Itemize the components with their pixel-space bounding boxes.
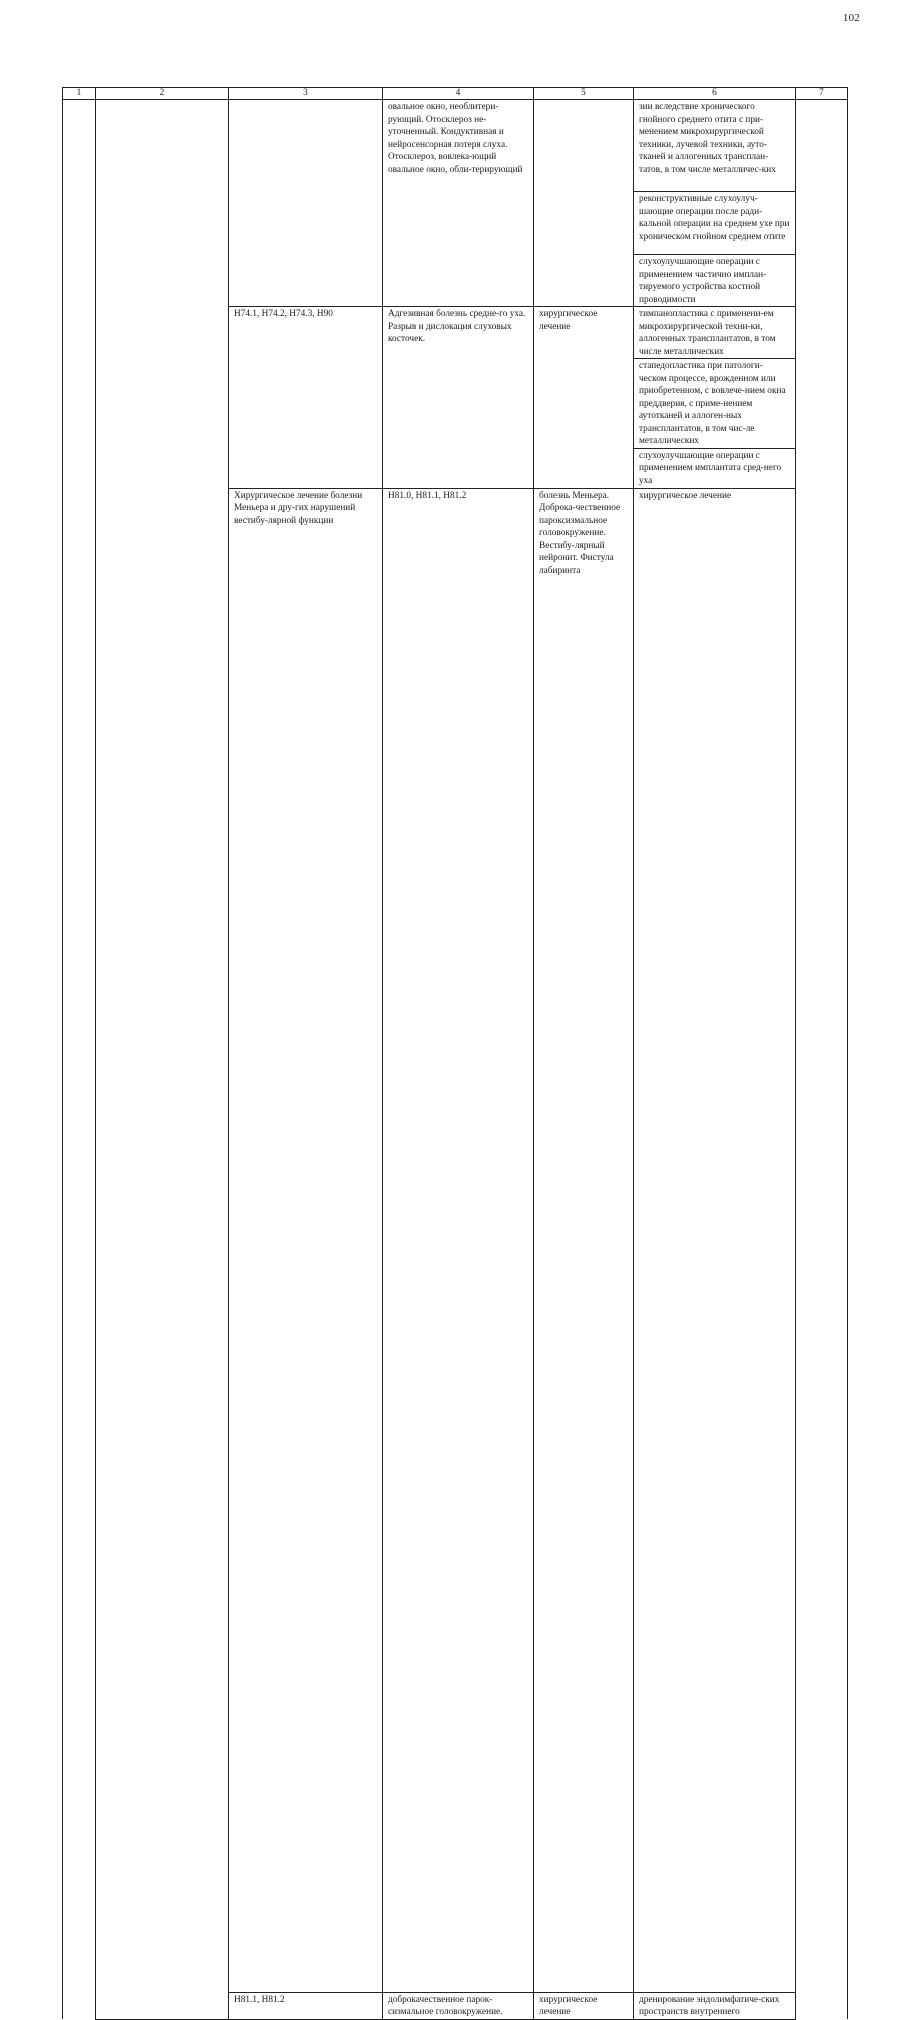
cell-col7 — [796, 307, 848, 2020]
cell-method: тимпанопластика с применени-ем микрохирургической техни-ки, аллогенных трансплантатов, в том числе металлических — [634, 307, 796, 359]
column-header-3: 3 — [229, 88, 383, 100]
cell-diagnosis: овальное окно, необлитери-рующий. Отосклероз не-уточненный. Кондуктивная и нейросенсорная потеря слуха. Отосклероз, вовлека-ющий овальное окно, обли-терирующий — [383, 100, 534, 307]
table-row — [63, 100, 848, 192]
column-header-7: 7 — [796, 88, 848, 100]
cell-treatment-type: хирургическое лечение — [534, 1992, 634, 2019]
cell-diagnosis: доброкачественное парок-сизмальное головокружение. — [383, 1992, 534, 2019]
cell-method: зии вследствие хронического гнойного среднего отита с при-менением микрохирургической техники, лучевой техники, ауто-тканей и аллогенных трансплан-татов, в том числе металличес-ких — [634, 100, 796, 192]
cell-treatment-type — [534, 100, 634, 307]
cell-method: дренирование эндолимфатиче-ских пространств внутреннего — [634, 1992, 796, 2019]
cell-col1 — [63, 100, 96, 307]
cell-col2 — [96, 100, 229, 2020]
cell-col7 — [796, 100, 848, 307]
cell-icd-codes: H81.0, H81.1, H81.2 — [383, 488, 534, 1992]
cell-method: слухоулучшающие операции с применением имплантата сред-него уха — [634, 448, 796, 488]
column-header-4: 4 — [383, 88, 534, 100]
page-number: 102 — [842, 12, 860, 24]
table-header-row — [63, 88, 848, 100]
cell-col3 — [229, 100, 383, 307]
cell-treatment-type: хирургическое лечение — [634, 488, 796, 1992]
column-header-2: 2 — [96, 88, 229, 100]
column-header-1: 1 — [63, 88, 96, 100]
cell-description: Хирургическое лечение болезни Меньера и дру-гих нарушений вестибу-лярной функции — [229, 488, 383, 1992]
column-header-6: 6 — [634, 88, 796, 100]
services-table — [62, 87, 848, 2020]
cell-icd-codes: H74.1, H74.2, H74.3, H90 — [229, 307, 383, 489]
cell-diagnosis: Адгезивная болезнь средне-го уха. Разрыв и дислокация слуховых косточек. — [383, 307, 534, 489]
cell-diagnosis: болезнь Меньера. Доброка-чественное пароксизмальное головокружение. Вестибу-лярный нейронит. Фистула лабиринта — [534, 488, 634, 1992]
cell-method: реконструктивные слухоулуч-шающие операции после ради-кальной операции на среднем ухе при хроническом гнойном среднем отите — [634, 192, 796, 255]
cell-method: стапедопластика при патологи-ческом процессе, врожденном или приобретенном, с вовлече-нием окна преддверия, с приме-нением аутотканей и аллоген-ных трансплантатов, в том чис-ле металлических — [634, 359, 796, 449]
cell-method: слухоулучшающие операции с применением частично имплан-тируемого устройства костной проводимости — [634, 255, 796, 307]
cell-col1 — [63, 307, 96, 2020]
cell-icd-codes: H81.1, H81.2 — [229, 1992, 383, 2019]
cell-treatment-type: хирургическое лечение — [534, 307, 634, 489]
column-header-5: 5 — [534, 88, 634, 100]
